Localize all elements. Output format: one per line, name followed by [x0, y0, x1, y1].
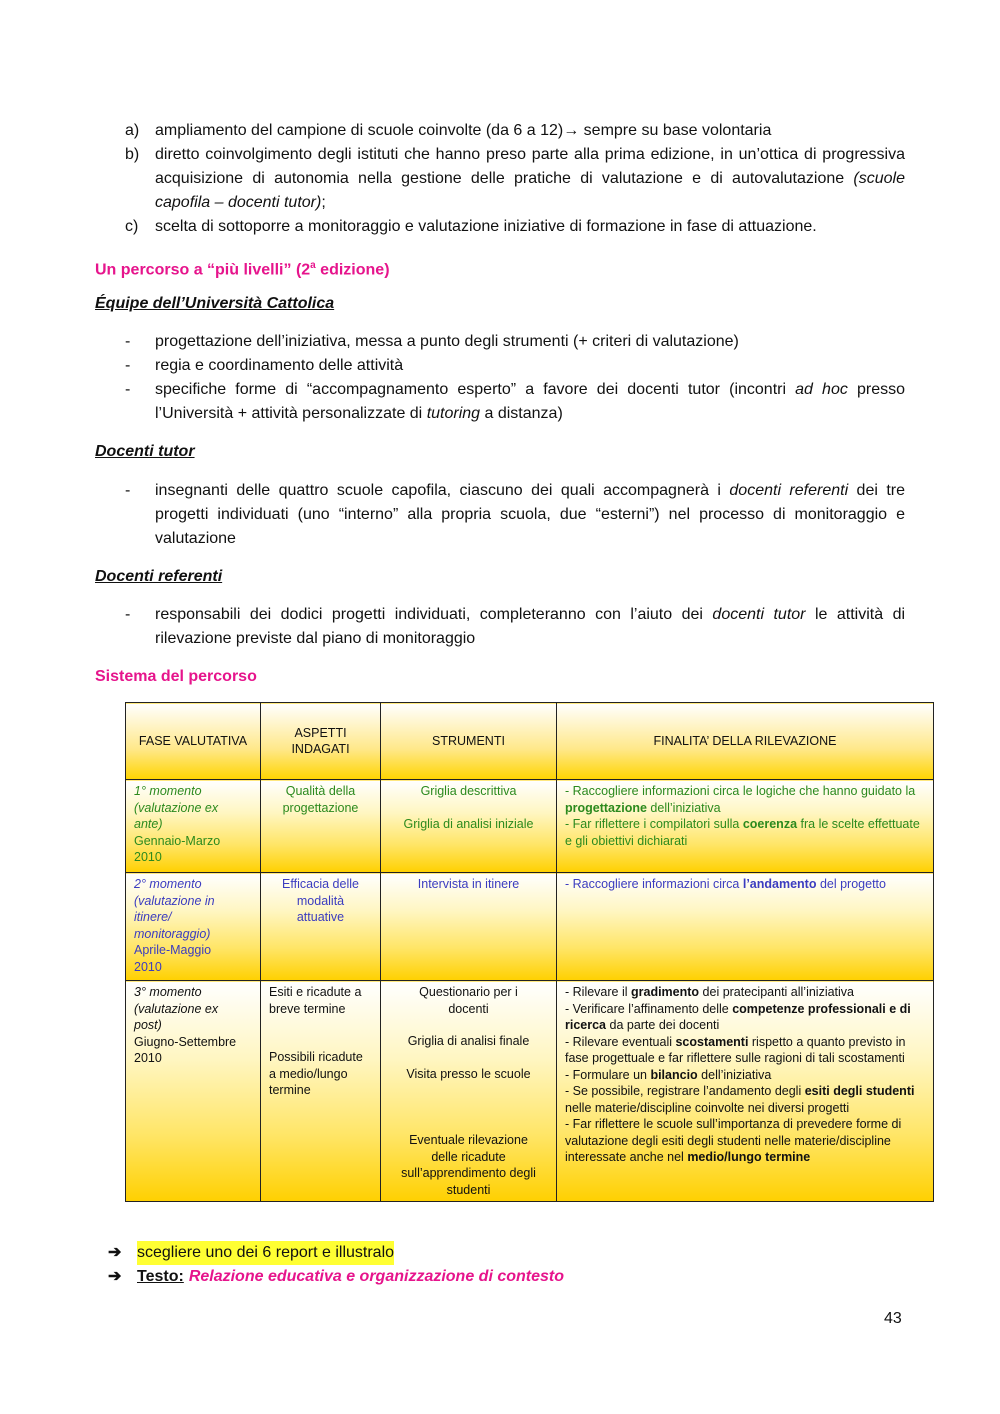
strumenti-cell: [381, 873, 557, 981]
text-run: (scuole capofila – docenti tutor): [155, 170, 905, 211]
text-run: competenze professionali e di ricerca: [565, 1001, 911, 1032]
list-item-text: [155, 479, 905, 551]
cell-text: docenti: [448, 1001, 489, 1016]
cell-text: ante): [134, 817, 163, 831]
list-item-text: [155, 119, 905, 143]
text-run: l’andamento: [742, 877, 817, 891]
cell-text: [565, 1001, 925, 1034]
finalita-cell: [557, 780, 934, 873]
intro-list: [95, 119, 905, 239]
cell-text: 2° momento: [134, 877, 202, 891]
cell-text: 2010: [134, 850, 162, 864]
aspetti-cell: [261, 873, 381, 981]
text-run: dei pratecipanti all’iniziativa: [699, 985, 855, 999]
subheading-docenti-referenti: Docenti referenti: [95, 568, 223, 585]
cell-text: (valutazione ex: [134, 800, 219, 815]
text-run: insegnanti delle quattro scuole capofila, ciascuno dei quali accompagnerà i: [155, 482, 730, 499]
list-item-text: regia e coordinamento delle attività: [155, 357, 404, 374]
cell-text: post): [134, 1018, 162, 1032]
cell-text: [565, 1034, 925, 1067]
dash-marker: -: [125, 606, 131, 623]
cell-text: 1° momento: [134, 784, 202, 798]
list-item: [95, 479, 905, 551]
text-label: Testo:: [137, 1268, 184, 1285]
dash-marker: -: [125, 381, 131, 398]
cell-text: Griglia di analisi finale: [407, 1034, 530, 1048]
text-run: diretto coinvolgimento degli istituti che hanno preso parte alla prima edizione, in un’ottica di progressiva acquisizione di autonomia nella gestione delle pratiche di valutazione e di autovalutazione: [155, 146, 905, 187]
cell-text: termine: [269, 1083, 311, 1097]
text-run: ampliamento del campione di scuole coinvolte (da 6 a 12): [155, 122, 564, 139]
text-run: sempre su base volontaria: [579, 122, 772, 139]
cell-text: sull’apprendimento degli: [401, 1166, 536, 1180]
cell-text: Giugno-Settembre: [134, 1034, 237, 1049]
cell-text: (valutazione in: [134, 893, 215, 908]
fase-cell: [126, 873, 261, 981]
table-header: ASPETTI INDAGATI: [261, 703, 381, 780]
cell-text: 3° momento: [134, 985, 202, 999]
cell-text: delle ricadute: [431, 1149, 506, 1164]
cell-text: [565, 1116, 925, 1166]
text-run: specifiche forme di “accompagnamento esperto” a favore dei docenti tutor (incontri: [155, 381, 796, 398]
page-number: 43: [884, 1310, 902, 1327]
cell-text: modalità: [296, 893, 345, 908]
cell-text: [565, 816, 925, 849]
list-item: [95, 330, 905, 354]
table-header: FASE VALUTATIVA: [126, 703, 261, 780]
cell-text: Intervista in itinere: [417, 877, 520, 891]
cell-text: Griglia di analisi iniziale: [403, 816, 534, 831]
cell-text: Qualità della: [285, 784, 356, 798]
list-item: [95, 378, 905, 426]
evaluation-table: [125, 702, 934, 1202]
cell-text: Aprile-Maggio: [134, 943, 212, 957]
text-run: - Raccogliere informazioni circa: [565, 877, 743, 891]
text-run: gradimento: [631, 985, 700, 999]
text-run: - Far riflettere le scuole sull’importanza di prevedere forme di valutazione degli esiti degli studenti nelle materie/discipline interessate anche nel: [565, 1117, 902, 1164]
cell-text: progettazione: [282, 800, 359, 815]
fase-cell: [126, 780, 261, 873]
list-item-text: scelta di sottoporre a monitoraggio e valutazione iniziative di formazione in fase di attuazione.: [155, 218, 817, 235]
text-run: - Verificare l’affinamento delle: [565, 1001, 733, 1016]
text-run: docenti tutor: [712, 606, 806, 623]
tutor-list: [95, 479, 905, 551]
list-item-text: [155, 378, 905, 426]
cell-text: [565, 984, 925, 1001]
cell-text: Griglia descrittiva: [420, 784, 517, 798]
cell-text: a medio/lungo: [269, 1066, 348, 1081]
text-run: scostamenti: [675, 1034, 749, 1049]
text-run: presso l’Università + attività personalizzate di: [155, 381, 905, 422]
arrow-right-icon: ➔: [108, 1244, 122, 1261]
list-item: [95, 119, 905, 143]
text-run: ad hoc: [795, 381, 848, 398]
text-run: progettazione: [565, 800, 647, 815]
list-item-text: [155, 603, 905, 651]
fase-cell: [126, 981, 261, 1202]
cell-text: Visita presso le scuole: [406, 1066, 531, 1081]
strumenti-cell: [381, 981, 557, 1202]
cell-text: [565, 1083, 925, 1116]
cell-text: Gennaio-Marzo: [134, 833, 221, 848]
cell-text: [565, 1067, 925, 1084]
cell-text: attuative: [296, 910, 345, 924]
dash-marker: -: [125, 357, 131, 374]
table-header-row: [126, 703, 934, 780]
text-run: dell’iniziativa: [646, 800, 721, 815]
cell-text: studenti: [446, 1182, 491, 1197]
cell-text: [565, 783, 925, 816]
arrow-icon: →: [563, 122, 580, 139]
list-item-text: [155, 143, 905, 215]
cell-text: breve termine: [269, 1001, 346, 1016]
arrow-right-icon: ➔: [108, 1268, 122, 1285]
dash-marker: -: [125, 333, 131, 350]
note-row: [108, 1265, 564, 1289]
text-run: dell’iniziativa: [697, 1067, 772, 1082]
cell-text: (valutazione ex: [134, 1001, 219, 1016]
table-header: FINALITA’ DELLA RILEVAZIONE: [557, 703, 934, 780]
note-row: [108, 1241, 564, 1265]
text-run: da parte dei docenti: [606, 1018, 720, 1032]
list-item-text: progettazione dell’iniziativa, messa a punto degli strumenti (+ criteri di valutazione): [155, 333, 739, 350]
highlighted-note: scegliere uno dei 6 report e illustralo: [137, 1241, 394, 1265]
list-item: [95, 603, 905, 651]
text-run: rispetto a quanto previsto in fase progettuale e far riflettere sulle ragioni di tali scostamenti: [565, 1034, 906, 1065]
list-marker: a): [125, 122, 140, 139]
table-row: [126, 873, 934, 981]
text-run: - Formulare un: [565, 1067, 651, 1082]
section-title-tail: edizione): [315, 261, 390, 279]
list-item: [95, 143, 905, 215]
text-run: dei tre progetti individuati (uno “interno” alla propria scuola, due “esterni”) nel processo di monitoraggio e valutazione: [155, 482, 906, 547]
cell-text: Esiti e ricadute a: [269, 985, 362, 999]
list-marker: b): [125, 146, 140, 163]
text-run: - Rilevare eventuali: [565, 1034, 676, 1049]
text-run: - Rilevare il: [565, 985, 631, 999]
cell-text: 2010: [134, 959, 162, 974]
cell-text: Questionario per i: [419, 985, 518, 999]
table-row: [126, 780, 934, 873]
text-run: bilancio: [650, 1067, 698, 1082]
text-run: tutoring: [426, 405, 481, 422]
section-title-sup: a: [310, 260, 316, 271]
list-marker: c): [125, 218, 139, 235]
referenti-list: [95, 603, 905, 651]
list-item: [95, 215, 905, 239]
aspetti-cell: [261, 780, 381, 873]
cell-text: Efficacia delle: [282, 877, 359, 891]
text-run: - Far riflettere i compilatori sulla: [565, 817, 743, 831]
text-run: fra le scelte effettuate e gli obiettivi dichiarati: [565, 817, 920, 848]
text-run: del progetto: [816, 877, 886, 891]
subheading-equipe: Équipe dell’Università Cattolica: [95, 295, 335, 312]
section-title: [95, 254, 390, 282]
table-header: STRUMENTI: [381, 703, 557, 780]
section-title-sistema: Sistema del percorso: [95, 668, 257, 685]
list-item: [95, 354, 905, 378]
finalita-cell: [557, 873, 934, 981]
text-run: nelle materie/discipline coinvolte nei diversi progetti: [565, 1100, 850, 1115]
subheading-docenti-tutor: Docenti tutor: [95, 443, 195, 460]
cell-text: [565, 876, 925, 893]
text-run: ;: [321, 194, 326, 211]
text-run: - Raccogliere informazioni circa le logiche che hanno guidato la: [565, 784, 916, 798]
table-row: [126, 981, 934, 1202]
text-run: esiti degli studenti: [804, 1084, 915, 1098]
cell-text: Possibili ricadute: [269, 1050, 363, 1064]
text-run: - Se possibile, registrare l’andamento degli: [565, 1084, 805, 1098]
finalita-cell: [557, 981, 934, 1202]
cell-text: itinere/: [134, 910, 172, 924]
cell-text: monitoraggio): [134, 926, 211, 941]
dash-marker: -: [125, 482, 131, 499]
aspetti-cell: [261, 981, 381, 1202]
cell-text: Eventuale rilevazione: [409, 1133, 528, 1147]
text-run: medio/lungo termine: [687, 1150, 811, 1164]
equipe-list: [95, 330, 905, 426]
strumenti-cell: [381, 780, 557, 873]
text-run: docenti referenti: [729, 482, 849, 499]
text-run: a distanza): [480, 405, 563, 422]
cell-text: 2010: [134, 1051, 162, 1065]
text-run: responsabili dei dodici progetti individuati, completeranno con l’aiuto dei: [155, 606, 713, 623]
bottom-notes: [108, 1241, 564, 1289]
text-run: coerenza: [742, 817, 798, 831]
text-run: le attività di rilevazione previste dal piano di monitoraggio: [155, 606, 906, 647]
section-title-text: Un percorso a “più livelli” (2: [95, 261, 311, 279]
text-title: Relazione educativa e organizzazione di contesto: [188, 1268, 565, 1285]
